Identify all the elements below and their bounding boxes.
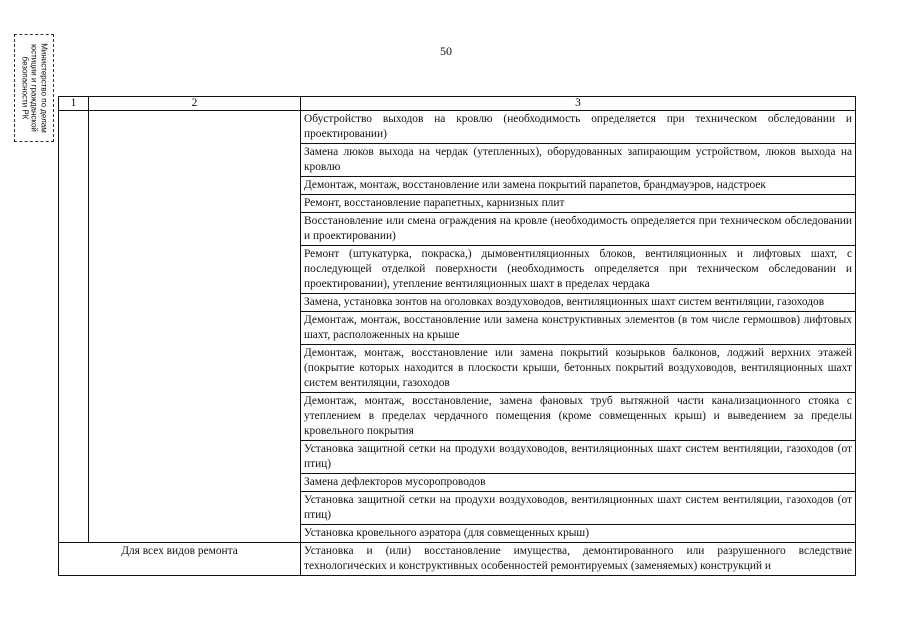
page-number: 50 <box>440 44 452 58</box>
work-description: Демонтаж, монтаж, восстановление или замена покрытий парапетов, брандмауэров, надстроек <box>301 177 856 195</box>
column-2-cell <box>89 111 301 543</box>
work-description: Замена дефлекторов мусоропроводов <box>301 474 856 492</box>
column-header-2: 2 <box>89 97 301 111</box>
work-description: Установка кровельного аэратора (для совмещенных крыш) <box>301 525 856 543</box>
work-description: Ремонт (штукатурка, покраска,) дымовентиляционных блоков, вентиляционных и лифтовых шахт, с последующей отделкой поверхности (необходимость определяется при техническом обследовании и проектировании), утепление вентиляционных шахт в пределах чердака <box>301 246 856 294</box>
work-description: Восстановление или смена ограждения на кровле (необходимость определяется при техническом обследовании и проектировании) <box>301 213 856 246</box>
work-description: Установка защитной сетки на продухи воздуховодов, вентиляционных шахт систем вентиляции, газоходов (от птиц) <box>301 492 856 525</box>
work-description: Демонтаж, монтаж, восстановление или замена покрытий козырьков балконов, лоджий верхних этажей (покрытие которых находится в плоскости крыши, бетонных покрытий воздуховодов, вентиляционных шахт систем вентиляции, газоходов <box>301 345 856 393</box>
work-description: Замена люков выхода на чердак (утепленных), оборудованных запирающим устройством, люков выхода на кровлю <box>301 144 856 177</box>
stamp-text: Министерство по делам юстиции и гражданской безопасности РК <box>20 43 49 133</box>
work-description: Демонтаж, монтаж, восстановление, замена фановых труб вытяжной части канализационного стояка с утеплением в пределах чердачного помещения (кроме совмещенных крыш) и выведением за пределы кровельного покрытия <box>301 393 856 441</box>
work-description: Установка защитной сетки на продухи воздуховодов, вентиляционных шахт систем вентиляции, газоходов (от птиц) <box>301 441 856 474</box>
work-description: Демонтаж, монтаж, восстановление или замена конструктивных элементов (в том числе гермошвов) лифтовых шахт, расположенных на крыше <box>301 312 856 345</box>
column-1-cell <box>59 111 89 543</box>
work-description: Ремонт, восстановление парапетных, карнизных плит <box>301 195 856 213</box>
repair-works-table <box>58 96 856 576</box>
table-header-row <box>59 97 856 111</box>
work-description: Обустройство выходов на кровлю (необходимость определяется при техническом обследовании и проектировании) <box>301 111 856 144</box>
work-description: Замена, установка зонтов на оголовках воздуховодов, вентиляционных шахт систем вентиляции, газоходов <box>301 294 856 312</box>
column-header-3: 3 <box>301 97 856 111</box>
table-row-all-repairs <box>59 543 856 576</box>
registration-stamp <box>14 34 54 142</box>
table-row <box>59 111 856 144</box>
column-header-1: 1 <box>59 97 89 111</box>
repair-category: Для всех видов ремонта <box>59 543 301 576</box>
work-description: Установка и (или) восстановление имущества, демонтированного или разрушенного вследствие технологических и конструктивных особенностей ремонтируемых (заменяемых) конструкций и <box>301 543 856 576</box>
